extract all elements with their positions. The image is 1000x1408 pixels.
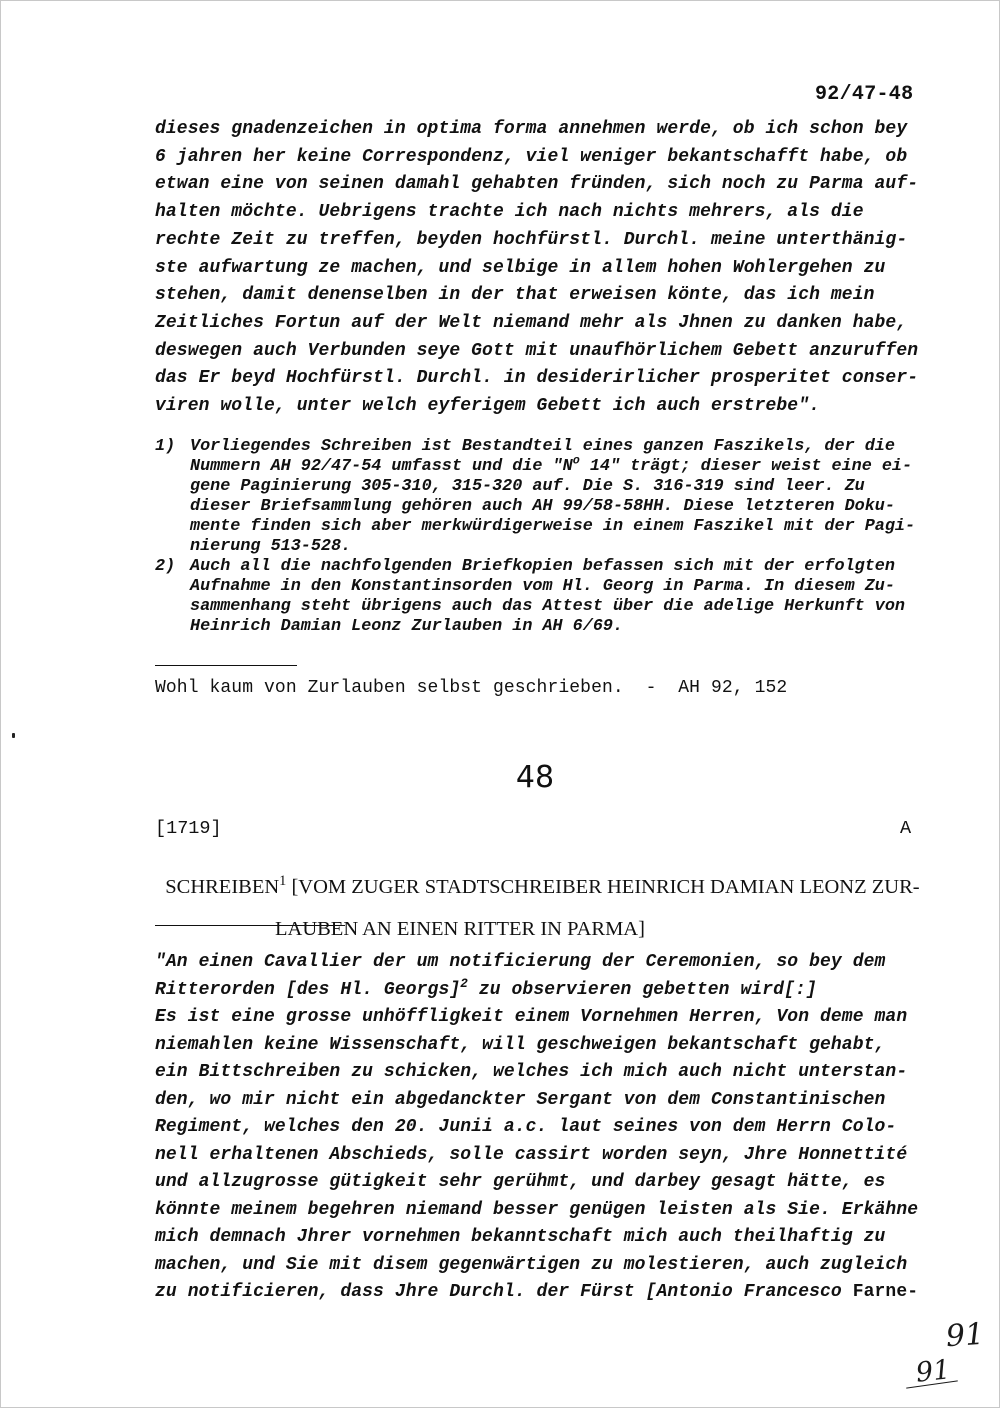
source-note: Wohl kaum von Zurlauben selbst geschrieben. - AH 92, 152 (155, 678, 788, 698)
text-line: Regiment, welches den 20. Junii a.c. laut seines von dem Herrn Colo- (155, 1117, 897, 1137)
text-line: viren wolle, unter welch eyferigem Gebett ich auch erstrebe". (155, 396, 821, 417)
text-line: niemahlen keine Wissenschaft, will geschweigen bekantschaft gehabt, (155, 1034, 886, 1055)
text-line: sammenhang steht übrigens auch das Attest über die adelige Herkunft von (190, 597, 905, 616)
text-line: gene Paginierung 305-310, 315-320 auf. Die S. 316-319 sind leer. Zu (190, 477, 865, 496)
text-line: den, wo mir nicht ein abgedanckter Sergant von dem Constantinischen (155, 1089, 886, 1110)
text-line: ste aufwartung ze machen, und selbige in allem hohen Wohlergehen zu (155, 257, 886, 278)
footnotes (155, 437, 955, 637)
document-type-letter: A (900, 818, 912, 839)
page-reference: 92/47-48 (815, 83, 914, 106)
text-line: machen, und Sie mit disem gegenwärtigen zu molestieren, auch zugleich (155, 1254, 908, 1275)
text-segment: zu observieren gebetten wird[:] (467, 979, 817, 1000)
footnote-label: 2) (155, 557, 176, 576)
text-line (155, 1279, 918, 1307)
text-line: halten möchte. Uebrigens trachte ich nach nichts mehrers, als die (155, 202, 864, 223)
text-line: Auch all die nachfolgenden Briefkopien befassen sich mit der erfolgten (190, 557, 895, 576)
text-line (155, 977, 918, 1005)
separator-rule (155, 665, 297, 666)
document-title (155, 856, 920, 961)
footnote-text (190, 557, 905, 637)
text-line: mente finden sich aber merkwürdigerweise in einem Faszikel mit der Pagi- (190, 517, 916, 536)
text-line: rechte Zeit zu treffen, beyden hochfürstl. Durchl. meine unterthänig- (155, 229, 908, 250)
bold-segment: Farne- (852, 1282, 919, 1302)
text-line: mich demnach Jhrer vornehmen bekanntschaft mich auch theilhaftig zu (155, 1227, 886, 1247)
footnote-2 (155, 557, 955, 637)
footnote-label: 1) (155, 437, 176, 456)
text-line: nell erhaltenen Abschieds, solle cassirt worden seyn, Jhre Honnettité (155, 1144, 908, 1165)
text-line: dieser Briefsammlung gehören auch AH 99/58-58HH. Diese letzteren Doku- (190, 497, 895, 516)
superscript: 1 (279, 873, 287, 890)
text-line: Heinrich Damian Leonz Zurlauben in AH 6/69. (190, 617, 624, 636)
text-line: und allzugrosse gütigkeit sehr gerühmt, und darbey gesagt hätte, es (155, 1172, 886, 1192)
text-line: Es ist eine grosse unhöffligkeit einem Vornehmen Herren, Von deme man (155, 1007, 908, 1027)
scan-speck (12, 733, 15, 738)
text-line: nierung 513-528. (190, 537, 352, 556)
text-line: könnte meinem begehren niemand besser genügen leisten als Sie. Erkähne (155, 1199, 919, 1220)
handwritten-folio-number: 91 (944, 1316, 986, 1355)
title-line: LAUBEN AN EINEN RITTER IN PARMA] (275, 918, 645, 940)
text-line: Vorliegendes Schreiben ist Bestandteil eines ganzen Faszikels, der die (190, 437, 895, 456)
title-rest: [VOM ZUGER STADTSCHREIBER HEINRICH DAMIAN LEONZ ZUR- (286, 876, 920, 898)
footnote-1 (155, 437, 955, 557)
text-segment: Nummern AH 92/47-54 umfasst und die "N (190, 457, 573, 476)
superscript: 2 (460, 976, 468, 991)
letter-text (155, 949, 918, 1307)
text-line (190, 453, 915, 477)
text-line: das Er beyd Hochfürstl. Durchl. in desiderirlicher prosperitet conser- (155, 368, 919, 389)
footnote-text (190, 437, 915, 557)
separator-rule (155, 925, 345, 926)
superscript: o (572, 453, 580, 468)
text-line: Aufnahme in den Konstantinsorden vom Hl. Georg in Parma. In diesem Zu- (190, 577, 895, 596)
text-line: etwan eine von seinen damahl gehabten fründen, sich noch zu Parma auf- (155, 174, 919, 195)
text-segment: zu notificieren, dass Jhre Durchl. der Fürst [Antonio Francesco (155, 1282, 853, 1302)
text-line: Zeitliches Fortun auf der Welt niemand mehr als Jhnen zu danken habe, (155, 312, 908, 333)
text-line: dieses gnadenzeichen in optima forma annehmen werde, ob ich schon bey (155, 119, 908, 139)
text-line: ein Bittschreiben zu schicken, welches ich mich auch nicht unterstan- (155, 1062, 908, 1082)
text-line: deswegen auch Verbunden seye Gott mit unaufhörlichem Gebett anzuruffen (155, 340, 919, 361)
text-line: 6 jahren her keine Correspondenz, viel weniger bekantschafft habe, ob (155, 146, 908, 167)
title-word: SCHREIBEN (165, 876, 280, 898)
continuation-paragraph (155, 116, 918, 421)
text-segment: 14" trägt; dieser weist eine ei- (579, 457, 913, 476)
title-line (165, 873, 920, 898)
text-segment: Ritterorden [des Hl. Georgs] (155, 979, 461, 1000)
document-date: [1719] (155, 818, 222, 839)
handwritten-folio-number: 91 (914, 1354, 952, 1389)
text-line: stehen, damit denenselben in der that erweisen könte, das ich mein (155, 285, 875, 306)
text-line: "An einen Cavallier der um notificierung der Ceremonien, so bey dem (155, 952, 886, 972)
document-number: 48 (515, 760, 555, 795)
